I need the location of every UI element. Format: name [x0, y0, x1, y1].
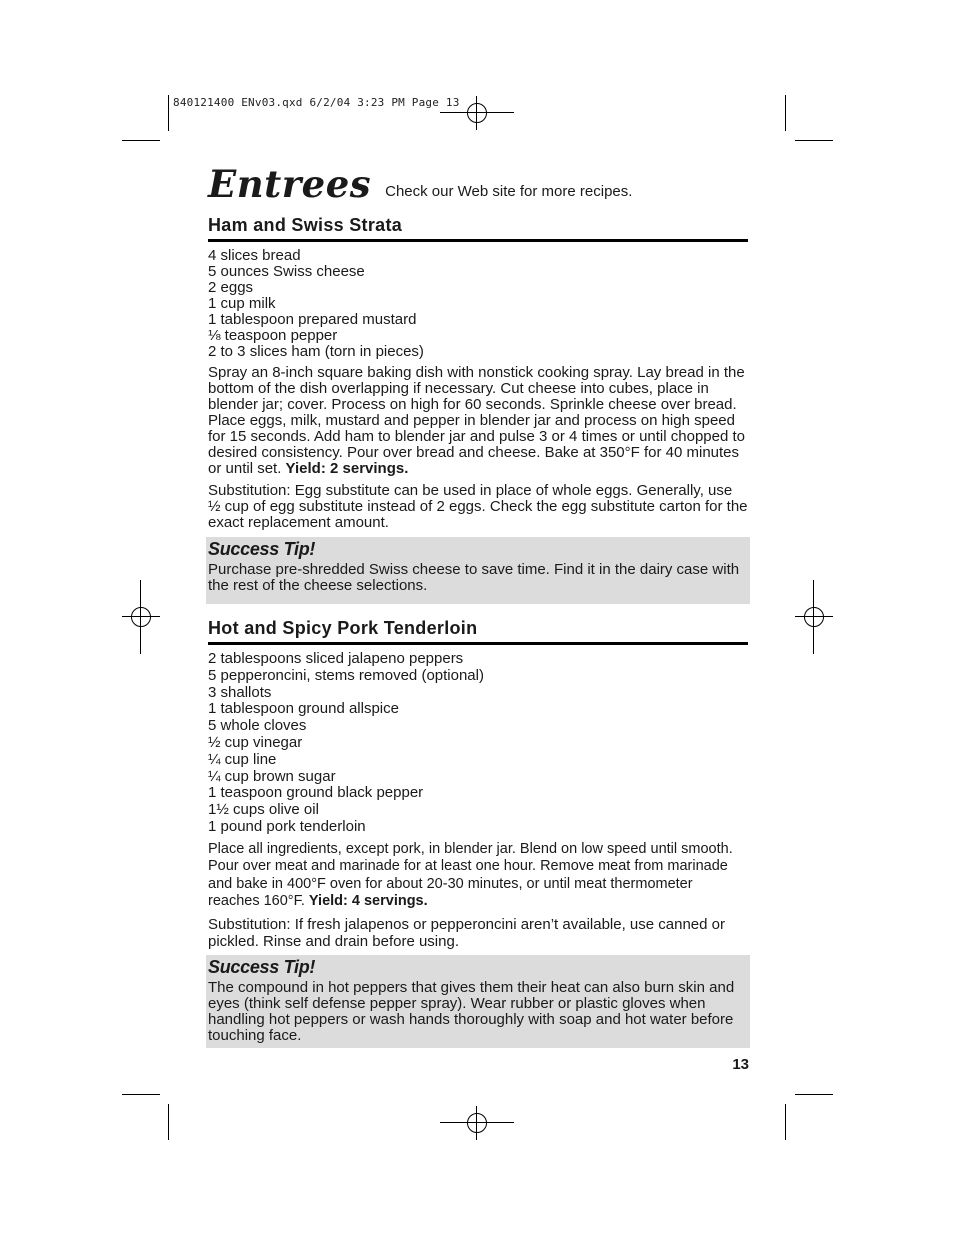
recipe-title: Hot and Spicy Pork Tenderloin: [208, 618, 748, 645]
directions-text: Place all ingredients, except pork, in blender jar. Blend on low speed until smooth. Pour over meat and marinade for at least one hour. Remove meat from marinade and bake in 400°F oven for about 20-30 minutes, or until meat thermometer reaches 160°F.: [208, 840, 733, 910]
ingredient: 2 tablespoons sliced jalapeno peppers: [208, 650, 464, 667]
ingredient: 2 to 3 slices ham (torn in pieces): [208, 343, 424, 360]
ingredient: ¼ cup line: [208, 750, 277, 768]
recipe-directions: [208, 841, 748, 911]
ingredient: 4 slices bread: [208, 247, 301, 264]
ingredient: ⅛ teaspoon pepper: [208, 327, 338, 344]
recipe-hot-spicy-pork-tenderloin: [208, 618, 748, 1048]
ingredient: ½ cup vinegar: [208, 733, 303, 751]
page-content: [208, 160, 748, 1048]
printer-slug: 840121400 ENv03.qxd 6/2/04 3:23 PM Page 13: [173, 96, 460, 109]
recipe-directions: [208, 365, 748, 477]
ingredient: 3 shallots: [208, 683, 272, 701]
ingredient-list: [208, 651, 748, 836]
ingredient: 1 cup milk: [208, 295, 276, 312]
success-tip-box: [206, 955, 750, 1048]
ingredient: 1 pound pork tenderloin: [208, 817, 366, 835]
ingredient: 5 ounces Swiss cheese: [208, 263, 365, 280]
tip-text: The compound in hot peppers that gives them their heat can also burn skin and eyes (think self defense pepper spray). Wear rubber or plastic gloves when handling hot peppers or wash hands thoroughly with soap and hot water before touching face.: [208, 978, 735, 1044]
ingredient: 1 tablespoon ground allspice: [208, 700, 399, 718]
ingredient-list: [208, 248, 748, 360]
ingredient: ¼ cup brown sugar: [208, 767, 336, 785]
ingredient: 5 pepperoncini, stems removed (optional): [208, 666, 484, 684]
page-subtitle: Check our Web site for more recipes.: [385, 183, 633, 200]
directions-text: Spray an 8-inch square baking dish with nonstick cooking spray. Lay bread in the bottom of the dish overlapping if necessary. Cut cheese into cubes, place in blender jar; cover. Process on high for 60 seconds. Sprinkle cheese over bread. Place eggs, milk, mustard and pepper in blender jar and process on high speed for 15 seconds. Add ham to blender jar and pulse 3 or 4 times or until chopped to desired consistency. Pour over bread and cheese. Bake at 350°F for 40 minutes or until set.: [208, 364, 745, 477]
page-number: 13: [732, 1056, 749, 1073]
tip-text: Purchase pre-shredded Swiss cheese to save time. Find it in the dairy case with the rest of the cheese selections.: [208, 561, 740, 594]
ingredient: 1 teaspoon ground black pepper: [208, 784, 424, 802]
recipe-substitution: Substitution: If fresh jalapenos or pepperoncini aren’t available, use canned or pickled. Rinse and drain before using.: [208, 915, 725, 950]
ingredient: 2 eggs: [208, 279, 254, 296]
recipe-substitution: Substitution: Egg substitute can be used in place of whole eggs. Generally, use ½ cup of egg substitute instead of 2 eggs. Check the egg substitute carton for the exact replacement amount.: [208, 482, 748, 531]
recipe-yield: Yield: 4 servings.: [308, 893, 428, 910]
ingredient: 1 tablespoon prepared mustard: [208, 311, 417, 328]
tip-title: Success Tip!: [208, 956, 316, 977]
ingredient: 1½ cups olive oil: [208, 801, 319, 819]
page-header: [208, 160, 748, 204]
recipe-title: Ham and Swiss Strata: [208, 215, 748, 242]
page-title: Entrees: [208, 162, 372, 206]
tip-title: Success Tip!: [208, 539, 316, 559]
success-tip-box: [206, 537, 750, 604]
recipe-ham-swiss-strata: [208, 215, 748, 604]
recipe-yield: Yield: 2 servings.: [285, 460, 409, 477]
ingredient: 5 whole cloves: [208, 717, 307, 735]
